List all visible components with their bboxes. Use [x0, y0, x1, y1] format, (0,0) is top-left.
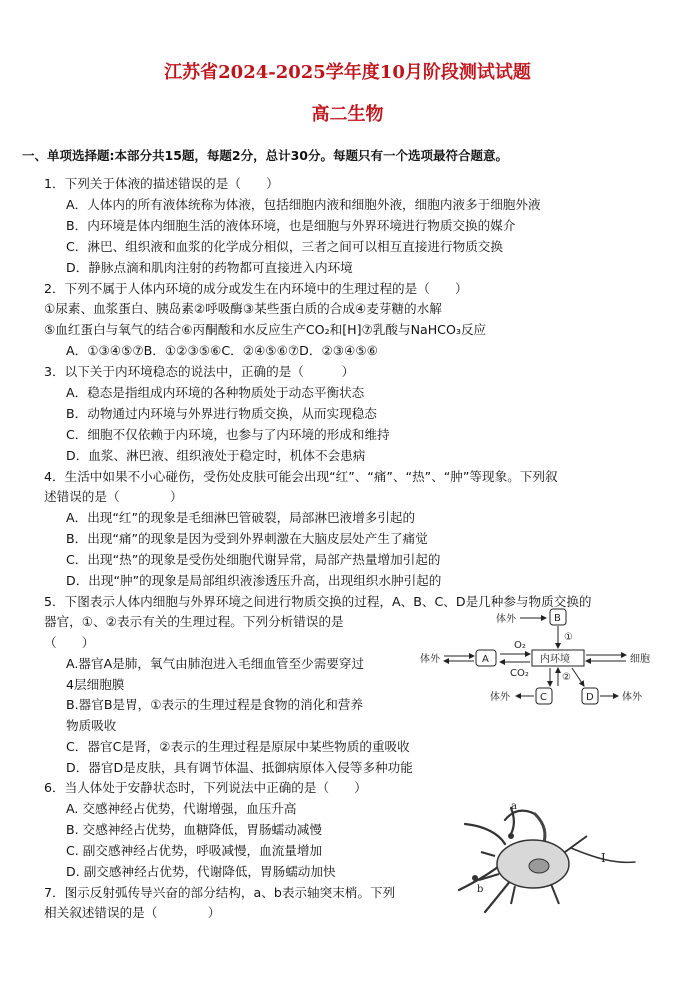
label-roman-one: I [601, 851, 606, 865]
outside-label-top: 体外 [496, 614, 516, 625]
neuron-nucleus [529, 859, 549, 873]
outside-label-bottom-left: 体外 [490, 692, 510, 703]
outside-label-bottom-right: 体外 [622, 692, 642, 703]
q6-option-c: C. 副交感神经占优势，呼吸减慢，血流量增加 [66, 843, 323, 858]
q1-option-c: C．淋巴、组织液和血浆的化学成分相似，三者之间可以相互直接进行物质交换 [66, 239, 503, 254]
q7-stem-cont: 相关叙述错误的是（ ） [44, 905, 221, 920]
label-a: a [511, 801, 517, 812]
process-2-label: ② [562, 672, 571, 683]
q4-option-a: A．出现“红”的现象是毛细淋巴管破裂，局部淋巴液增多引起的 [66, 510, 416, 525]
q3-option-c: C．细胞不仅依赖于内环境，也参与了内环境的形成和维持 [66, 427, 390, 442]
q4-option-b: B．出现“痛”的现象是因为受到外界刺激在大脑皮层处产生了痛觉 [66, 531, 428, 546]
q5-stem: 5．下图表示人体内细胞与外界环境之间进行物质交换的过程，A、B、C、D是几种参与物质交换的 [44, 594, 592, 609]
q2-options: A．①③④⑤⑦B．①②③⑤⑥C．②④⑤⑥⑦D．②③④⑤⑥ [66, 343, 378, 358]
neuron-illustration [455, 800, 655, 928]
q2-stem: 2．下列不属于人体内环境的成分或发生在内环境中的生理过程的是（ ） [44, 281, 468, 296]
q6-option-b: B. 交感神经占优势，血糖降低，胃肠蠕动减慢 [66, 822, 322, 837]
q6-option-d: D. 副交感神经占优势，代谢降低，胃肠蠕动加快 [66, 864, 336, 879]
q4-stem-cont: 述错误的是（ ） [44, 489, 183, 504]
q1-stem: 1．下列关于体液的描述错误的是（ ） [44, 176, 279, 191]
o2-label: O₂ [514, 640, 526, 651]
co2-label: CO₂ [510, 668, 529, 679]
organ-c-label: C [540, 692, 547, 703]
q5-option-a: A.器官A是肺，氧气由肺泡进入毛细血管至少需要穿过 [66, 656, 365, 671]
inner-env-label: 内环境 [540, 654, 570, 665]
organ-b-label: B [554, 613, 561, 624]
q5-option-b-cont: 物质吸收 [66, 718, 117, 733]
q5-option-a-cont: 4层细胞膜 [66, 677, 125, 692]
label-b: b [477, 884, 484, 895]
organ-d-label: D [586, 692, 594, 703]
q3-stem: 3．以下关于内环境稳态的说法中，正确的是（ ） [44, 364, 355, 379]
q4-option-d: D．出现“肿”的现象是局部组织液渗透压升高，出现组织水肿引起的 [66, 573, 442, 588]
section-heading: 一、单项选择题:本部分共15题，每题2分，总计30分。每题只有一个选项最符合题意。 [22, 148, 508, 163]
q4-option-c: C．出现“热”的现象是受伤处细胞代谢异常，局部产热量增加引起的 [66, 552, 441, 567]
q1-option-d: D．静脉点滴和肌肉注射的药物都可直接进入内环境 [66, 260, 353, 275]
q6-option-a: A. 交感神经占优势，代谢增强，血压升高 [66, 801, 297, 816]
q4-stem: 4．生活中如果不小心碰伤，受伤处皮肤可能会出现“红”、“痛”、“热”、“肿”等现象。下列叙 [44, 469, 558, 484]
q6-stem: 6．当人体处于安静状态时，下列说法中正确的是（ ） [44, 780, 367, 795]
q2-items-line1: ①尿素、血浆蛋白、胰岛素②呼吸酶③某些蛋白质的合成④麦芽糖的水解 [44, 301, 442, 316]
exam-title: 江苏省2024-2025学年度10月阶段测试试题 [164, 62, 531, 83]
q5-answer-paren: （ ） [44, 635, 95, 650]
process-1-label: ① [564, 632, 573, 643]
q3-option-b: B．动物通过内环境与外界进行物质交换，从而实现稳态 [66, 406, 377, 421]
q1-option-a: A．人体内的所有液体统称为体液，包括细胞内液和细胞外液，细胞内液多于细胞外液 [66, 197, 541, 212]
q5-option-d: D．器官D是皮肤，具有调节体温、抵御病原体入侵等多种功能 [66, 760, 413, 775]
exchange-diagram [418, 606, 688, 710]
q3-option-d: D．血浆、淋巴液、组织液处于稳定时，机体不会患病 [66, 448, 366, 463]
outside-label-left: 体外 [420, 654, 440, 665]
q1-option-b: B．内环境是体内细胞生活的液体环境，也是细胞与外界环境进行物质交换的媒介 [66, 218, 516, 233]
q3-option-a: A．稳态是指组成内环境的各种物质处于动态平衡状态 [66, 385, 365, 400]
organ-a-label: A [482, 654, 489, 665]
q5-option-b: B.器官B是胃，①表示的生理过程是食物的消化和营养 [66, 697, 364, 712]
q5-option-c: C．器官C是肾，②表示的生理过程是原尿中某些物质的重吸收 [66, 739, 410, 754]
q2-items-line2: ⑤血红蛋白与氧气的结合⑥丙酮酸和水反应生产CO₂和[H]⑦乳酸与NaHCO₃反应 [44, 322, 487, 337]
exam-subject: 高二生物 [311, 104, 384, 125]
q5-stem-cont: 器官，①、②表示有关的生理过程。下列分析错误的是 [44, 614, 344, 629]
cell-label: 细胞 [630, 654, 650, 665]
q7-stem: 7．图示反射弧传导兴奋的部分结构，a、b表示轴突末梢。下列 [44, 885, 396, 900]
